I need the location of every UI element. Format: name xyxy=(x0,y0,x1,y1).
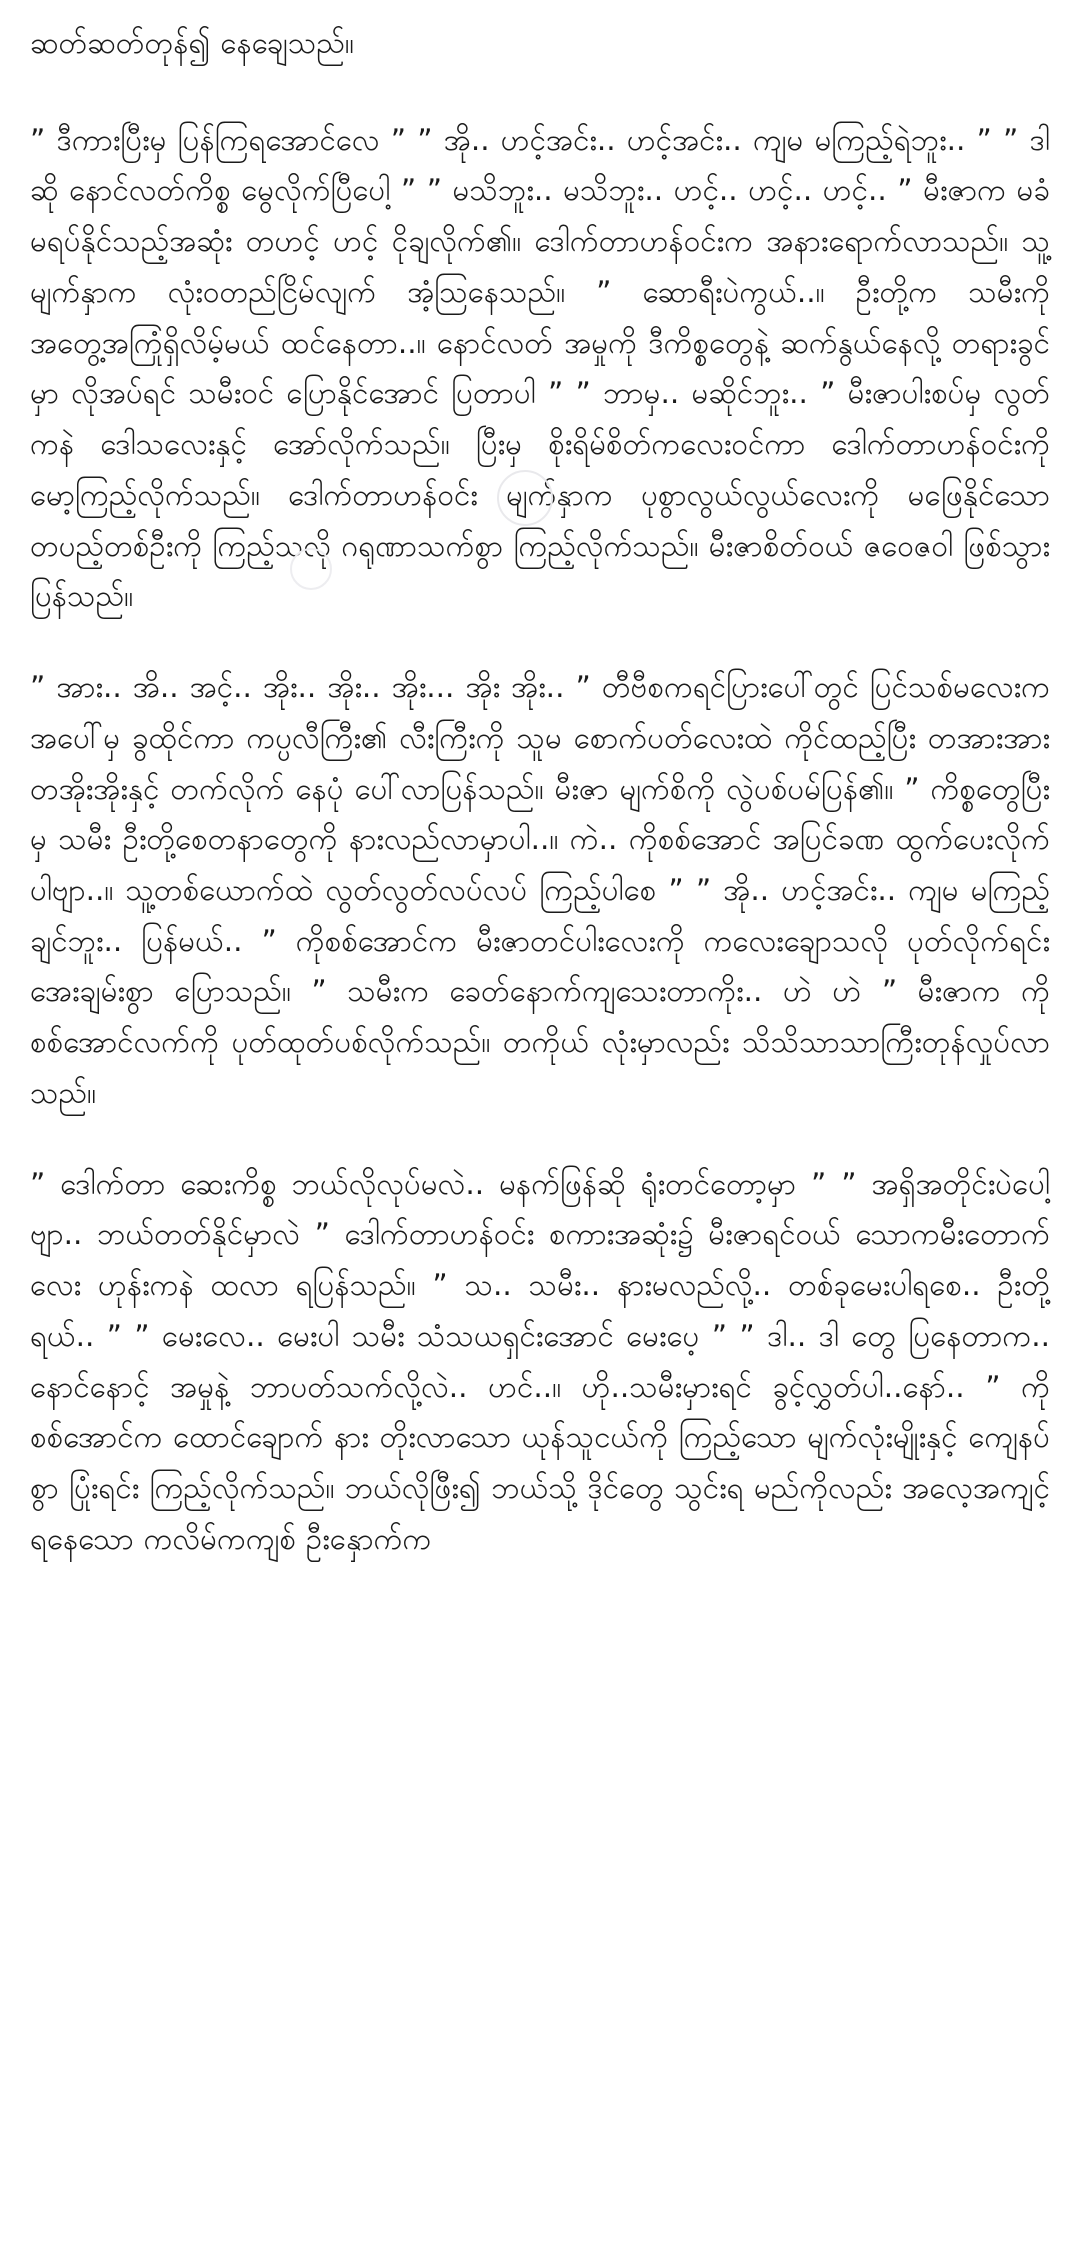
paragraph-2: ” ဒီကားပြီးမှ ပြန်ကြရအောင်လေ ” ” အို.. ဟင့်အင်း.. ဟင့်အင်း.. ကျမ မကြည့်ရဲဘူး.. ” ” ဒါဆို နောင်လတ်ကိစ္စ မွေလိုက်ပြီပေါ့ ” ” မသိဘူး.. မသိဘူး.. ဟင့်.. ဟင့်.. ဟင့်.. ” မီးဇာက မခံမရပ်နိုင်သည့်အဆုံး တဟင့် ဟင့် ငိုချလိုက်၏။ ဒေါက်တာဟန်ဝင်းက အနားရောက်လာသည်။ သူ့ မျက်နှာက လုံးဝတည်ငြိမ်လျက် အံ့ဩနေသည်။ ” ဆောရီးပဲကွယ်..။ ဦးတို့က သမီးကို အတွေ့အကြုံရှိလိမ့်မယ် ထင်နေတာ..။ နောင်လတ် အမှုကို ဒီကိစ္စတွေနဲ့ ဆက်နွယ်နေလို့ တရားခွင်မှာ လိုအပ်ရင် သမီးဝင် ပြောနိုင်အောင် ပြတာပါ ” ” ဘာမှ.. မဆိုင်ဘူး.. ” မီးဇာပါးစပ်မှ လွတ်ကနဲ ဒေါသလေးနှင့် အော်လိုက်သည်။ ပြီးမှ စိုးရိမ်စိတ်ကလေးဝင်ကာ ဒေါက်တာဟန်ဝင်းကို မော့ကြည့်လိုက်သည်။ ဒေါက်တာဟန်ဝင်း မျက်နှာက ပုစွာလွယ်လွယ်လေးကို မဖြေနိုင်သော တပည့်တစ်ဦးကို ကြည့်သလို ဂရုဏာသက်စွာ ကြည့်လိုက်သည်။ မီးဇာစိတ်ဝယ် ဇဝေဇဝါ ဖြစ်သွားပြန်သည်။ xyxy=(30,122,1050,614)
paragraph-1: ဆတ်ဆတ်တုန်၍ နေချေသည်။ xyxy=(30,26,354,60)
paragraph-4: ” ဒေါက်တာ ဆေးကိစ္စ ဘယ်လိုလုပ်မလဲ.. မနက်ဖြန်ဆို ရုံးတင်တော့မှာ ” ” အရှိအတိုင်းပဲပေါ့ဗျာ.. ဘယ်တတ်နိုင်မှာလဲ ” ဒေါက်တာဟန်ဝင်း စကားအဆုံး၌ မီးဇာရင်ဝယ် သောကမီးတောက်လေး ဟုန်းကနဲ ထလာ ရပြန်သည်။ ” သ.. သမီး.. နားမလည်လို့.. တစ်ခုမေးပါရစေ.. ဦးတို့ ရယ်.. ” ” မေးလေ.. မေးပါ သမီး သံသယရှင်းအောင် မေးပေ့ ” ” ဒါ.. ဒါ တွေ ပြနေတာက.. နောင်နောင့် အမှုနဲ့ ဘာပတ်သက်လို့လဲ.. ဟင်..။ ဟို..သမီးမှားရင် ခွင့်လွှတ်ပါ..နော်.. ” ကိုစစ်အောင်က ထောင်ချောက် နား တိုးလာသော ယုန်သူငယ်ကို ကြည့်သော မျက်လုံးမျိုးနှင့် ကျေနပ် စွာ ပြုံးရင်း ကြည့်လိုက်သည်။ ဘယ်လိုဖြီး၍ ဘယ်သို့ ဒိုင်တွေ သွင်းရ မည်ကိုလည်း အလေ့အကျင့်ရနေသော ကလိမ်ကကျစ် ဦးနှောက်က xyxy=(30,1166,1050,1556)
paragraph-3: ” အား.. အိ.. အင့်.. အိုး.. အိုး.. အိုး... အိုး အိုး.. ” တီဗီစကရင်ပြားပေါ်တွင် ပြင်သစ်မလေးက အပေါ်မှ ခွထိုင်ကာ ကပ္ပလီကြီး၏ လီးကြီးကို သူမ စောက်ပတ်လေးထဲ ကိုင်ထည့်ပြီး တအားအား တအိုးအိုးနှင့် တက်လိုက် နေပုံ ပေါ်လာပြန်သည်။ မီးဇာ မျက်စိကို လွဲပစ်ပမ်ပြန်၏။ ” ကိစ္စတွေပြီးမှ သမီး ဦးတို့စေတနာတွေကို နားလည်လာမှာပါ..။ ကဲ.. ကိုစစ်အောင် အပြင်ခဏ ထွက်ပေးလိုက်ပါဗျာ..။ သူ့တစ်ယောက်ထဲ လွတ်လွတ်လပ်လပ် ကြည့်ပါစေ ” ” အို.. ဟင့်အင်း.. ကျမ မကြည့်ချင်ဘူး.. ပြန်မယ်.. ” ကိုစစ်အောင်က မီးဇာတင်ပါးလေးကို ကလေးချောသလို ပုတ်လိုက်ရင်း အေးချမ်းစွာ ပြောသည်။ ” သမီးက ခေတ်နောက်ကျသေးတာကိုး.. ဟဲ ဟဲ ” မီးဇာက ကိုစစ်အောင်လက်ကို ပုတ်ထုတ်ပစ်လိုက်သည်။ တကိုယ် လုံးမှာလည်း သိသိသာသာကြီးတုန်လှုပ်လာသည်။ xyxy=(30,670,1050,1110)
